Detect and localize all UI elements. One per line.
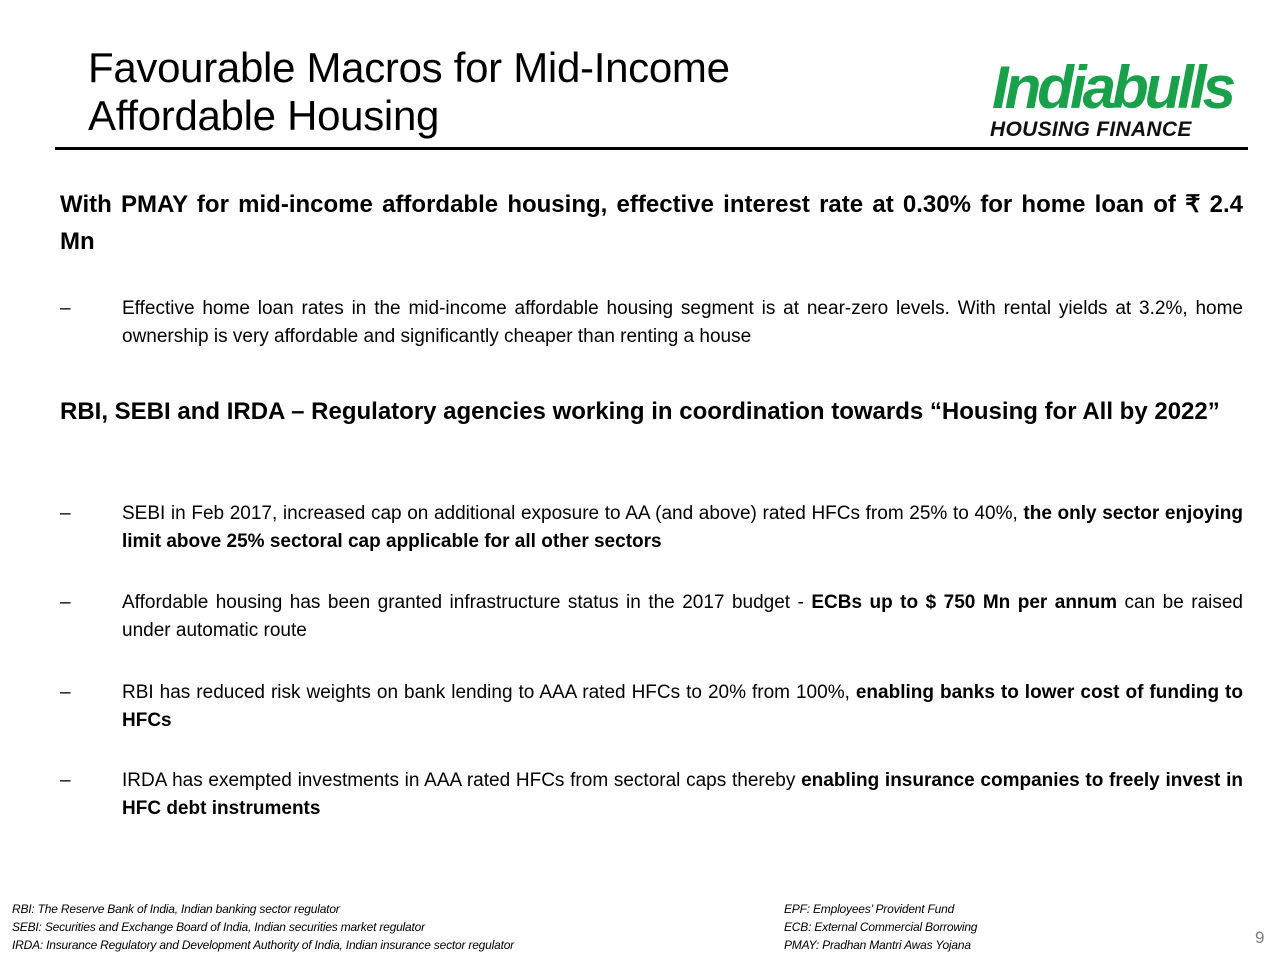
bullet-dash: ‒: [60, 770, 71, 791]
bullet-text: RBI has reduced risk weights on bank lending to AAA rated HFCs to 20% from 100%,: [122, 682, 856, 703]
footnote-pmay: PMAY: Pradhan Mantri Awas Yojana: [784, 938, 971, 952]
page-title-line-1: Favourable Macros for Mid-Income: [88, 44, 730, 91]
bullet-bold-text: ECBs up to $ 750 Mn per annum: [811, 592, 1118, 613]
bullet-dash: ‒: [60, 298, 71, 319]
bullet-sebi: [60, 500, 1243, 556]
page-title-line-2: Affordable Housing: [88, 92, 440, 139]
bullet-text: SEBI in Feb 2017, increased cap on additional exposure to AA (and above) rated HFCs from 25% to 40%,: [122, 503, 1024, 524]
page-number: 9: [1255, 928, 1265, 947]
bullet-effective-rates: [60, 295, 1243, 351]
bullet-text-after: can be raised under automatic route: [122, 592, 1243, 641]
section-heading-pmay: With PMAY for mid-income affordable housing, effective interest rate at 0.30% for home loan of ₹ 2.4 Mn: [60, 191, 1243, 255]
footnote-irda: IRDA: Insurance Regulatory and Development Authority of India, Indian insurance sector regulator: [12, 938, 514, 952]
company-logo: [990, 40, 1250, 150]
bullet-irda: [60, 767, 1243, 823]
bullet-bold-text: the only sector enjoying limit above 25% sectoral cap applicable for all other sectors: [122, 503, 1244, 552]
footnotes-left: [12, 900, 514, 954]
logo-subtitle: HOUSING FINANCE: [990, 118, 1192, 141]
bullet-bold-text: enabling banks to lower cost of funding to HFCs: [122, 682, 1243, 731]
bullet-rbi: [60, 679, 1243, 735]
page-title: [88, 44, 730, 140]
bullet-text: Effective home loan rates in the mid-income affordable housing segment is at near-zero levels. With rental yields at 3.2%, home ownership is very affordable and significantly cheaper than renting a house: [122, 298, 1243, 347]
bullet-text: IRDA has exempted investments in AAA rated HFCs from sectoral caps thereby: [122, 770, 802, 791]
bullet-dash: ‒: [60, 592, 71, 613]
bullet-dash: ‒: [60, 682, 71, 703]
logo-wordmark: Indiabulls: [991, 54, 1232, 121]
bullet-text: Affordable housing has been granted infrastructure status in the 2017 budget -: [122, 592, 812, 613]
footnote-epf: EPF: Employees’ Provident Fund: [784, 902, 955, 916]
footnote-ecb: ECB: External Commercial Borrowing: [784, 920, 978, 934]
bullet-affordable-housing: [60, 589, 1243, 645]
bullet-bold-text: enabling insurance companies to freely invest in HFC debt instruments: [122, 770, 1243, 819]
footnote-rbi: RBI: The Reserve Bank of India, Indian banking sector regulator: [12, 902, 340, 916]
footnotes-right: [784, 900, 977, 954]
footnote-sebi: SEBI: Securities and Exchange Board of India, Indian securities market regulator: [12, 920, 425, 934]
section-heading-regulators: RBI, SEBI and IRDA – Regulatory agencies working in coordination towards “Housing for All by 2022”: [60, 398, 1220, 425]
bullet-dash: ‒: [60, 503, 71, 524]
